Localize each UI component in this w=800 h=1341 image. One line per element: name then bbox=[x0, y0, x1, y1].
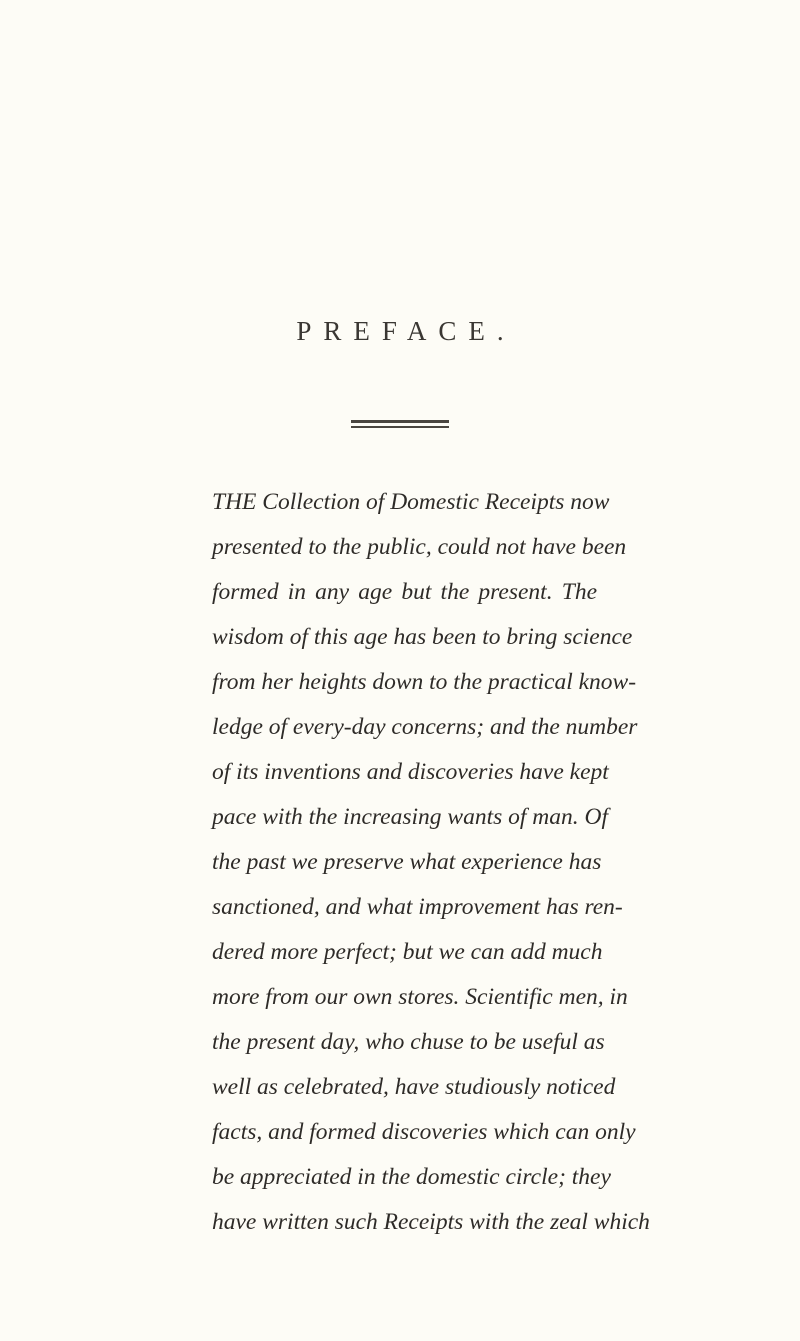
body-line: have written such Receipts with the zeal which bbox=[212, 1209, 650, 1235]
body-line: the past we preserve what experience has bbox=[212, 849, 602, 875]
heading-rule-thin bbox=[351, 426, 449, 428]
body-line: presented to the public, could not have been bbox=[212, 534, 627, 560]
preface-heading: PREFACE. bbox=[296, 316, 516, 346]
body-line: more from our own stores. Scientific men, in bbox=[212, 984, 628, 1010]
body-line: of its inventions and discoveries have kept bbox=[212, 759, 609, 785]
body-line: sanctioned, and what improvement has ren- bbox=[212, 894, 623, 920]
body-line: THE Collection of Domestic Receipts now bbox=[212, 489, 610, 515]
body-line: well as celebrated, have studiously noticed bbox=[212, 1074, 616, 1100]
body-line: formed in any age but the present. The bbox=[212, 579, 597, 605]
body-line: be appreciated in the domestic circle; they bbox=[212, 1164, 611, 1190]
body-line: pace with the increasing wants of man. Of bbox=[212, 804, 608, 830]
heading-rule-thick bbox=[351, 420, 449, 423]
body-line: the present day, who chuse to be useful as bbox=[212, 1029, 605, 1055]
preface-body bbox=[212, 480, 650, 1245]
body-line: dered more perfect; but we can add much bbox=[212, 939, 603, 965]
body-line: wisdom of this age has been to bring science bbox=[212, 624, 633, 650]
body-line: ledge of every-day concerns; and the number bbox=[212, 714, 638, 740]
body-line: facts, and formed discoveries which can only bbox=[212, 1119, 636, 1145]
body-line: from her heights down to the practical know- bbox=[212, 669, 637, 695]
